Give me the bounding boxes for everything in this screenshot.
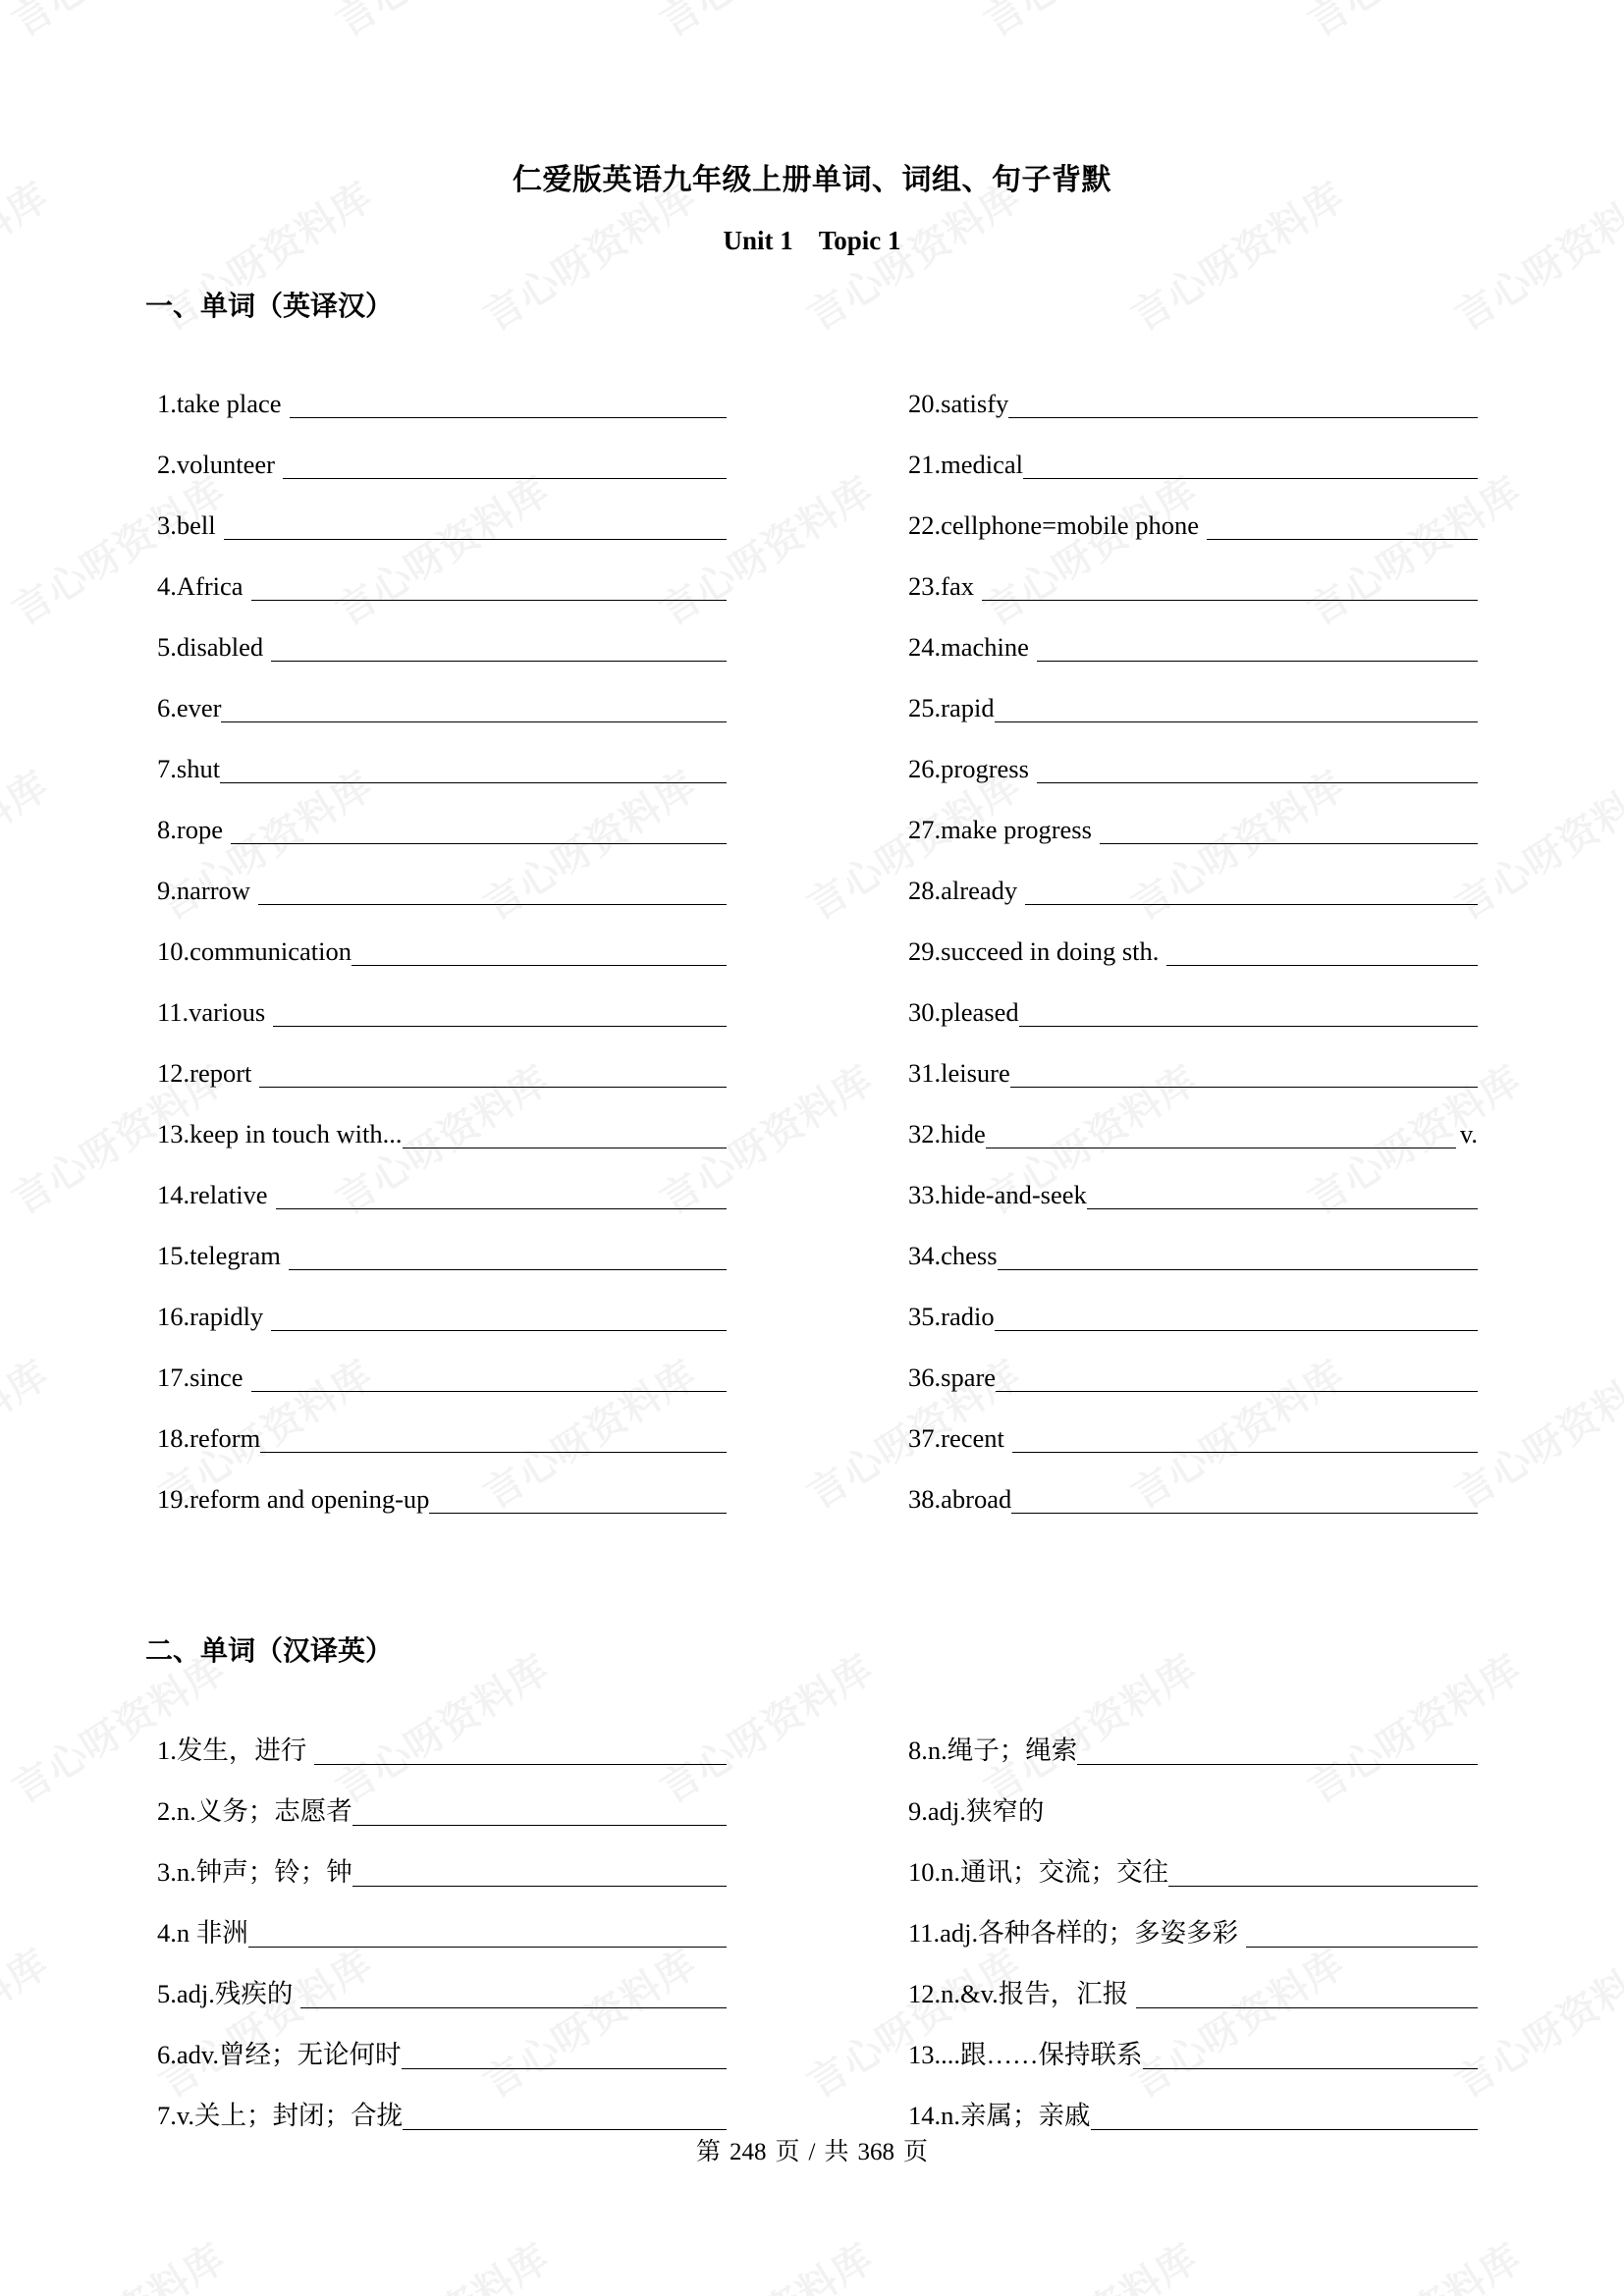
answer-blank[interactable]	[1168, 1860, 1478, 1887]
answer-blank[interactable]	[273, 1000, 727, 1027]
vocab-item-label: 13....跟……保持联系	[908, 2039, 1143, 2069]
answer-blank[interactable]	[403, 1122, 728, 1148]
vocab-item	[908, 418, 1478, 479]
answer-blank[interactable]	[289, 1244, 727, 1270]
vocab-item	[157, 722, 727, 783]
vocab-item-label: 12.n.&v.报告，汇报	[908, 1978, 1129, 2008]
answer-blank[interactable]	[300, 1982, 727, 2008]
answer-blank[interactable]	[251, 574, 727, 601]
vocab-item	[157, 1704, 727, 1765]
answer-blank[interactable]	[1037, 635, 1478, 662]
answer-blank[interactable]	[352, 939, 727, 966]
vocab-item	[908, 540, 1478, 601]
vocab-item	[908, 1209, 1478, 1270]
vocab-item	[908, 1887, 1478, 1948]
answer-blank[interactable]	[352, 1860, 727, 1887]
vocab-item-label: 1.发生，进行	[157, 1735, 307, 1765]
footer-separator: /	[808, 2139, 816, 2165]
answer-blank[interactable]	[1010, 1061, 1478, 1088]
vocab-item-label: 25.rapid	[908, 692, 995, 722]
vocab-item-label: 33.hide-and-seek	[908, 1179, 1087, 1209]
answer-blank[interactable]	[995, 696, 1478, 722]
vocab-item-label: 8.rope	[157, 814, 223, 844]
answer-blank[interactable]	[258, 879, 727, 905]
vocab-item	[157, 479, 727, 540]
vocab-item	[157, 1453, 727, 1514]
vocab-item	[157, 844, 727, 905]
section-one-left-column	[157, 357, 727, 1514]
answer-blank[interactable]	[1087, 1183, 1478, 1209]
vocab-item	[157, 662, 727, 722]
answer-blank[interactable]	[1023, 453, 1478, 479]
vocab-item	[157, 905, 727, 966]
answer-blank[interactable]	[352, 1799, 727, 1826]
vocab-item	[908, 722, 1478, 783]
answer-blank[interactable]	[982, 574, 1478, 601]
vocab-item-label: 3.bell	[157, 509, 216, 540]
vocab-item-label: 14.n.亲属；亲戚	[908, 2100, 1091, 2130]
vocab-item	[908, 844, 1478, 905]
vocab-item	[157, 1887, 727, 1948]
vocab-item	[908, 1704, 1478, 1765]
vocab-item	[908, 1392, 1478, 1453]
footer-total-prefix: 共	[824, 2139, 849, 2165]
vocab-item	[157, 2069, 727, 2130]
answer-blank[interactable]	[1025, 879, 1478, 905]
answer-blank[interactable]	[314, 1738, 727, 1765]
vocab-item-label: 36.spare	[908, 1362, 997, 1392]
answer-blank[interactable]	[1100, 818, 1478, 844]
vocab-item	[908, 1765, 1478, 1826]
section-two-right-column	[908, 1704, 1478, 2130]
vocab-item-label: 3.n.钟声；铃；钟	[157, 1856, 352, 1887]
answer-blank[interactable]	[271, 1305, 727, 1331]
answer-blank[interactable]	[1011, 1487, 1478, 1514]
vocab-item-label: 8.n.绳子；绳索	[908, 1735, 1078, 1765]
footer-total-pages: 368	[857, 2139, 894, 2165]
vocab-item	[908, 2008, 1478, 2069]
vocab-item-label: 27.make progress	[908, 814, 1092, 844]
footer-current-page: 248	[730, 2139, 767, 2165]
vocab-item-label: 18.reform	[157, 1422, 261, 1453]
answer-blank[interactable]	[283, 453, 727, 479]
section-two-left-column	[157, 1704, 727, 2130]
vocab-item-label: 11.adj.各种各样的；多姿多彩	[908, 1917, 1239, 1948]
answer-blank[interactable]	[220, 757, 727, 783]
answer-blank[interactable]	[1143, 2043, 1479, 2069]
vocab-item-label: 13.keep in touch with...	[157, 1118, 403, 1148]
vocab-item-label: 11.various	[157, 996, 266, 1027]
vocab-item	[908, 1331, 1478, 1392]
answer-blank[interactable]	[271, 635, 727, 662]
subtitle-topic: Topic 1	[818, 226, 901, 255]
vocab-item-label: 21.medical	[908, 449, 1023, 479]
page-footer	[0, 2132, 1624, 2167]
vocab-item	[157, 1948, 727, 2008]
vocab-item-label: 34.chess	[908, 1240, 998, 1270]
vocab-item	[908, 1027, 1478, 1088]
vocab-item-label: 10.communication	[157, 935, 352, 966]
answer-blank[interactable]	[403, 2104, 727, 2130]
vocab-item	[908, 2069, 1478, 2130]
vocab-item-label: 35.radio	[908, 1301, 995, 1331]
vocab-item-label: 10.n.通讯；交流；交往	[908, 1856, 1168, 1887]
subtitle-unit: Unit 1	[723, 226, 793, 255]
vocab-item	[157, 1392, 727, 1453]
answer-blank[interactable]	[1077, 1738, 1478, 1765]
footer-prefix: 第	[695, 2139, 721, 2165]
vocab-item-label: 38.abroad	[908, 1483, 1012, 1514]
vocab-item-label: 4.n 非洲	[157, 1917, 248, 1948]
vocab-item	[908, 662, 1478, 722]
section-heading-chinese-to-english: 二、单词（汉译英）	[145, 1635, 394, 1666]
vocab-item	[908, 1453, 1478, 1514]
vocab-item-label: 6.adv.曾经；无论何时	[157, 2039, 402, 2069]
document-subtitle	[0, 226, 1624, 256]
answer-blank[interactable]	[224, 513, 727, 540]
vocab-item-label: 31.leisure	[908, 1057, 1010, 1088]
vocab-item	[908, 1088, 1478, 1148]
answer-blank[interactable]	[1019, 1000, 1478, 1027]
vocab-item-label: 14.relative	[157, 1179, 268, 1209]
vocab-item-label: 6.ever	[157, 692, 222, 722]
vocab-item	[157, 1088, 727, 1148]
vocab-item	[908, 1826, 1478, 1887]
answer-blank[interactable]	[996, 1365, 1478, 1392]
vocab-item	[157, 966, 727, 1027]
vocab-item-label: 9.adj.狭窄的	[908, 1795, 1045, 1826]
vocab-item	[157, 1826, 727, 1887]
footer-total-unit: 页	[902, 2139, 928, 2165]
footer-page-unit: 页	[775, 2139, 800, 2165]
vocab-item-label: 4.Africa	[157, 570, 244, 601]
page-title: 仁爱版英语九年级上册单词、词组、句子背默	[513, 164, 1111, 196]
vocab-item	[908, 1948, 1478, 2008]
answer-blank[interactable]	[1246, 1921, 1478, 1948]
vocab-item-label: 28.already	[908, 875, 1018, 905]
answer-blank[interactable]	[402, 2043, 727, 2069]
answer-blank[interactable]	[259, 1061, 727, 1088]
vocab-item-label: 24.machine	[908, 631, 1029, 662]
section-one-right-column	[908, 357, 1478, 1514]
vocab-item	[157, 540, 727, 601]
vocab-item	[157, 601, 727, 662]
vocab-item-label: 26.progress	[908, 753, 1029, 783]
answer-blank[interactable]	[1207, 513, 1478, 540]
vocab-item	[157, 2008, 727, 2069]
answer-blank[interactable]	[986, 1122, 1456, 1148]
vocab-item-label: 12.report	[157, 1057, 252, 1088]
answer-blank[interactable]	[1136, 1982, 1478, 2008]
answer-blank[interactable]	[998, 1244, 1478, 1270]
answer-blank[interactable]	[231, 818, 727, 844]
vocab-item-label: 7.shut	[157, 753, 221, 783]
vocab-item-label: 5.disabled	[157, 631, 264, 662]
vocab-item-label: 17.since	[157, 1362, 244, 1392]
vocab-item-label: 22.cellphone=mobile phone	[908, 509, 1200, 540]
vocab-item	[908, 1270, 1478, 1331]
vocab-item-label: 2.n.义务；志愿者	[157, 1795, 352, 1826]
vocab-item	[157, 1765, 727, 1826]
vocab-item	[157, 783, 727, 844]
vocab-item	[908, 601, 1478, 662]
vocab-item-label: 32.hide	[908, 1118, 986, 1148]
vocab-item	[908, 1148, 1478, 1209]
vocab-item-label: 9.narrow	[157, 875, 250, 905]
answer-blank[interactable]	[276, 1183, 727, 1209]
vocab-item-label: 29.succeed in doing sth.	[908, 935, 1160, 966]
vocab-item	[157, 1331, 727, 1392]
vocab-item	[908, 905, 1478, 966]
vocab-item	[157, 1027, 727, 1088]
answer-blank[interactable]	[260, 1426, 727, 1453]
vocab-item	[908, 479, 1478, 540]
vocab-item-label: 15.telegram	[157, 1240, 281, 1270]
answer-blank[interactable]	[1044, 1800, 1478, 1826]
vocab-item-label: 7.v.关上；封闭；合拢	[157, 2100, 404, 2130]
vocab-item-label: 2.volunteer	[157, 449, 275, 479]
vocab-item-label: 23.fax	[908, 570, 974, 601]
vocab-item	[157, 1270, 727, 1331]
vocab-item-label: 37.recent	[908, 1422, 1004, 1453]
vocab-item-label: 30.pleased	[908, 996, 1019, 1027]
answer-blank[interactable]	[1012, 1426, 1478, 1453]
answer-blank[interactable]	[995, 1305, 1478, 1331]
answer-blank[interactable]	[248, 1921, 727, 1948]
answer-blank[interactable]	[290, 392, 727, 418]
answer-blank[interactable]	[1166, 939, 1478, 966]
vocab-item	[157, 1148, 727, 1209]
answer-blank[interactable]	[1037, 757, 1478, 783]
vocab-item	[908, 357, 1478, 418]
vocab-item-label: 20.satisfy	[908, 388, 1009, 418]
vocab-item	[157, 1209, 727, 1270]
vocab-item	[157, 357, 727, 418]
answer-blank[interactable]	[221, 696, 727, 722]
answer-blank[interactable]	[251, 1365, 727, 1392]
vocab-item-label: 19.reform and opening-up	[157, 1483, 430, 1514]
answer-blank[interactable]	[1091, 2104, 1479, 2130]
answer-blank[interactable]	[429, 1487, 727, 1514]
vocab-item-suffix: v.	[1459, 1118, 1478, 1148]
section-heading-english-to-chinese: 一、单词（英译汉）	[145, 291, 394, 321]
vocab-item	[908, 783, 1478, 844]
vocab-item	[157, 418, 727, 479]
vocab-item-label: 5.adj.残疾的	[157, 1978, 294, 2008]
vocab-item-label: 16.rapidly	[157, 1301, 264, 1331]
vocab-item-label: 1.take place	[157, 388, 282, 418]
answer-blank[interactable]	[1008, 392, 1478, 418]
vocab-item	[908, 966, 1478, 1027]
